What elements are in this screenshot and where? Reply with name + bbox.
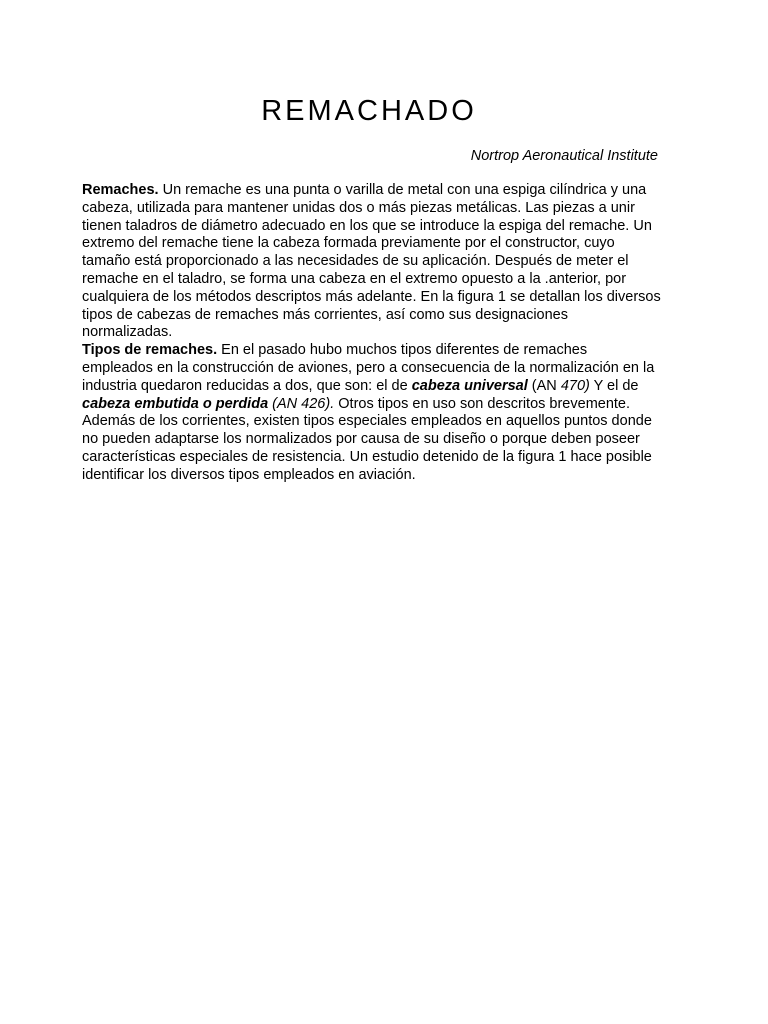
paragraph-text: Otros tipos en uso son descritos brevemente. Además de los corrientes, existen tipos especiales empleados en aquellos puntos donde no pueden adaptarse los normalizados por causa de su diseño o porque deben poseer características especiales de resistencia. Un estudio detenido de la figura 1 hace posible identificar los diversos tipos empleados en aviación.	[82, 395, 652, 483]
paragraph-remaches	[82, 182, 662, 342]
paragraph-tipos-de-remaches	[82, 342, 662, 484]
document-title: REMACHADO	[261, 95, 477, 127]
paragraph-text: Y el de	[589, 377, 639, 394]
paragraph-text: (AN	[527, 377, 561, 394]
code-an-470: 470)	[560, 377, 590, 394]
paragraph-text: En el pasado hubo muchos tipos diferentes de remaches empleados en la construcción de aviones, pero a consecuencia de la normalización en la industria quedaron reducidas a dos, que son: el de	[82, 342, 655, 394]
code-an-426: (AN 426).	[268, 395, 335, 412]
term-cabeza-embutida: cabeza embutida o perdida	[82, 395, 269, 412]
document-author: Nortrop Aeronautical Institute	[470, 148, 658, 164]
term-cabeza-universal: cabeza universal	[411, 377, 528, 394]
paragraph-text: Un remache es una punta o varilla de metal con una espiga cilíndrica y una cabeza, utilizada para mantener unidas dos o más piezas metálicas. Las piezas a unir tienen taladros de diámetro adecuado en los que se introduce la espiga del remache. Un extremo del remache tiene la cabeza formada previamente por el constructor, cuyo tamaño está proporcionado a las necesidades de su aplicación. Después de meter el remache en el taladro, se forma una cabeza en el extremo opuesto a la .anterior, por cualquiera de los métodos descriptos más adelante. En la figura 1 se detallan los diversos tipos de cabezas de remaches más corrientes, así como sus designaciones normalizadas.	[82, 182, 661, 341]
paragraph-heading: Remaches.	[82, 182, 159, 198]
paragraph-heading: Tipos de remaches.	[82, 342, 218, 359]
document-body	[82, 182, 662, 485]
